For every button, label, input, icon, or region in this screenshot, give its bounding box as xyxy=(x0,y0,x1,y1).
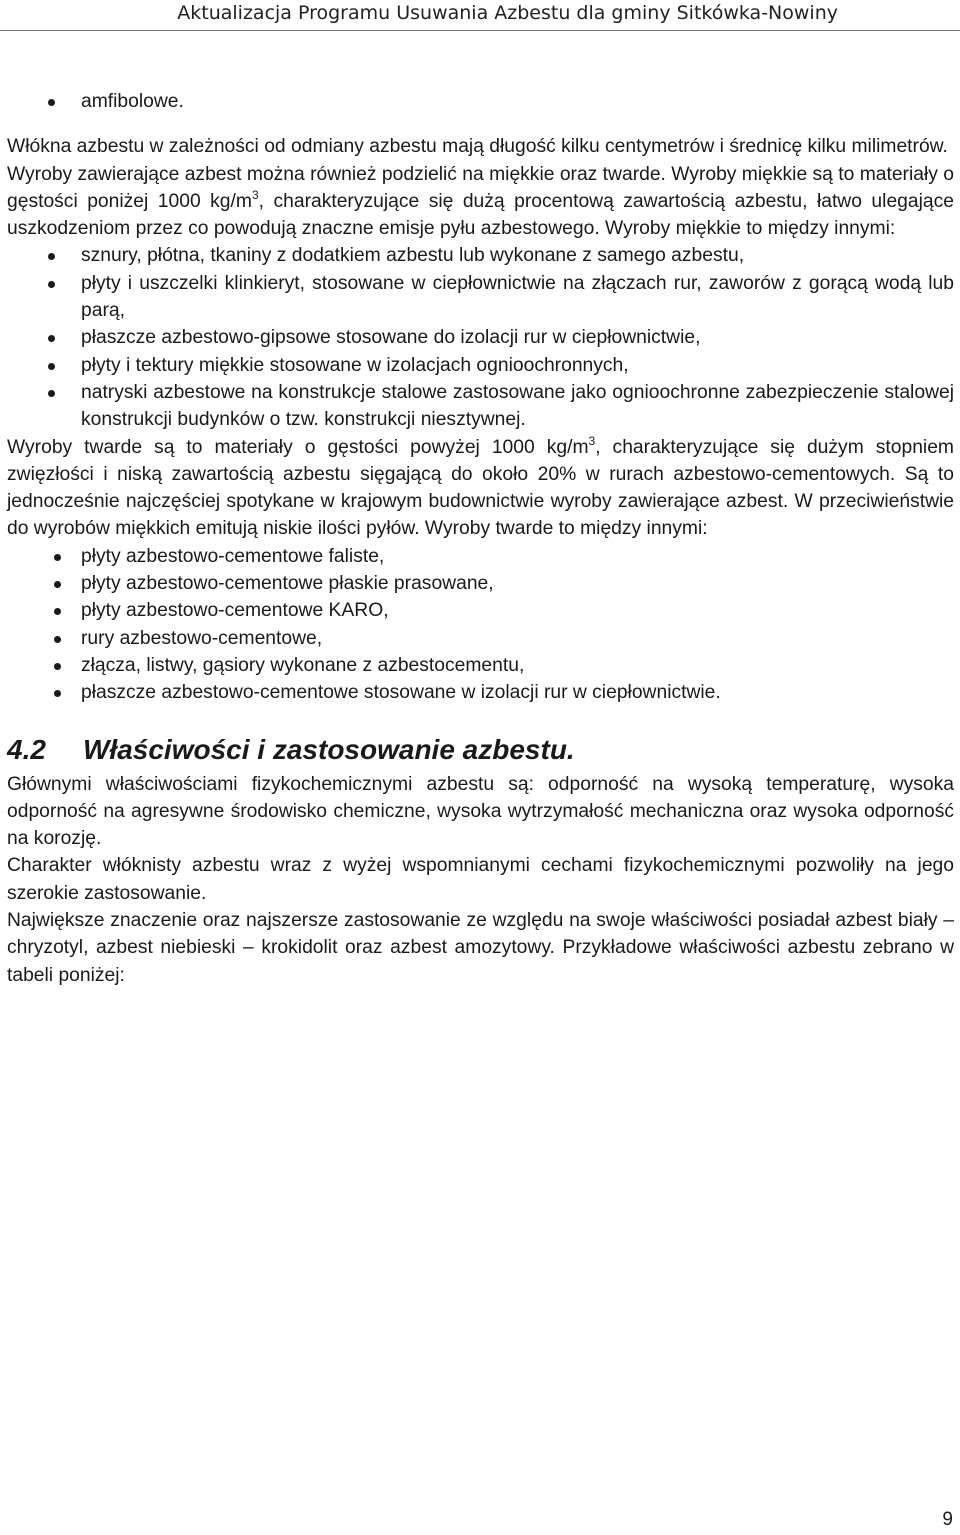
list-item: amfibolowe. xyxy=(7,88,954,115)
bullet-list-hard-products xyxy=(7,543,954,707)
paragraph-fiber-dimensions: Włókna azbestu w zależności od odmiany azbestu mają długość kilku centymetrów i średnicę kilku milimetrów. xyxy=(7,136,948,158)
superscript: 3 xyxy=(588,433,596,448)
section-heading xyxy=(7,733,954,767)
paragraph-text: Wyroby twarde są to materiały o gęstości powyżej 1000 kg/m xyxy=(7,436,589,458)
list-item: płyty i tektury miękkie stosowane w izolacjach ognioochronnych, xyxy=(7,352,954,379)
section-title: Właściwości i zastosowanie azbestu. xyxy=(83,733,575,765)
list-item: płaszcze azbestowo-cementowe stosowane w izolacji rur w ciepłownictwie. xyxy=(7,679,954,706)
bullet-list-soft-products xyxy=(7,242,954,433)
list-item: płyty azbestowo-cementowe KARO, xyxy=(7,597,954,624)
page-number: 9 xyxy=(942,1509,953,1530)
superscript: 3 xyxy=(251,187,259,202)
list-item: płaszcze azbestowo-gipsowe stosowane do izolacji rur w ciepłownictwie, xyxy=(7,324,954,351)
list-item: płyty azbestowo-cementowe płaskie prasowane, xyxy=(7,570,954,597)
bullet-list-top xyxy=(7,88,954,115)
paragraph-soft-products xyxy=(7,161,954,243)
section-number: 4.2 xyxy=(7,733,46,765)
paragraph-text: , charakteryzujące się dużym stopniem zwięzłości i niską zawartością azbestu sięgającą do około 20% w rurach azbestowo-cementowych. Są to jednocześnie najczęściej spotykane w krajowym budownictwie wyroby zawierające azbest. W przeciwieństwie do wyrobów miękkich emitują niskie ilości pyłów. Wyroby twarde to między innymi: xyxy=(7,436,954,540)
list-item: złącza, listwy, gąsiory wykonane z azbestocementu, xyxy=(7,652,954,679)
page-header xyxy=(0,0,960,31)
header-title: Aktualizacja Programu Usuwania Azbestu dla gminy Sitkówka-Nowiny xyxy=(177,2,838,24)
paragraph-character: Charakter włóknisty azbestu wraz z wyżej wspomnianymi cechami fizykochemicznymi pozwoliły na jego szerokie zastosowanie. xyxy=(7,855,954,904)
paragraph-text: , charakteryzujące się dużą procentową zawartością azbestu, łatwo ulegające uszkodzeniom przez co powodują znaczne emisje pyłu azbestowego. Wyroby miękkie to między innymi: xyxy=(7,190,954,240)
list-item: płyty azbestowo-cementowe faliste, xyxy=(7,543,954,570)
list-item: sznury, płótna, tkaniny z dodatkiem azbestu lub wykonane z samego azbestu, xyxy=(7,242,954,269)
document-body xyxy=(7,88,954,989)
paragraph-hard-products xyxy=(7,434,954,543)
list-item: rury azbestowo-cementowe, xyxy=(7,625,954,652)
paragraph-text: Wyroby zawierające azbest można również podzielić na miękkie oraz twarde. Wyroby miękkie są to materiały o gęstości poniżej 1000 kg/m xyxy=(7,163,954,212)
paragraph-types: Największe znaczenie oraz najszersze zastosowanie ze względu na swoje właściwości posiadał azbest biały – chryzotyl, azbest niebieski – krokidolit oraz azbest amozytowy. Przykładowe właściwości azbestu zebrano w tabeli poniżej: xyxy=(7,910,954,986)
list-item: płyty i uszczelki klinkieryt, stosowane w ciepłownictwie na złączach rur, zaworów z gorącą wodą lub parą, xyxy=(7,270,954,325)
paragraph-properties: Głównymi właściwościami fizykochemicznymi azbestu są: odporność na wysoką temperaturę, wysoka odporność na agresywne środowisko chemiczne, wysoka wytrzymałość mechaniczna oraz wysoka odporność na korozję. xyxy=(7,773,954,850)
list-item: natryski azbestowe na konstrukcje stalowe zastosowane jako ognioochronne zabezpieczenie stalowej konstrukcji budynków o tzw. konstrukcji niesztywnej. xyxy=(7,379,954,434)
